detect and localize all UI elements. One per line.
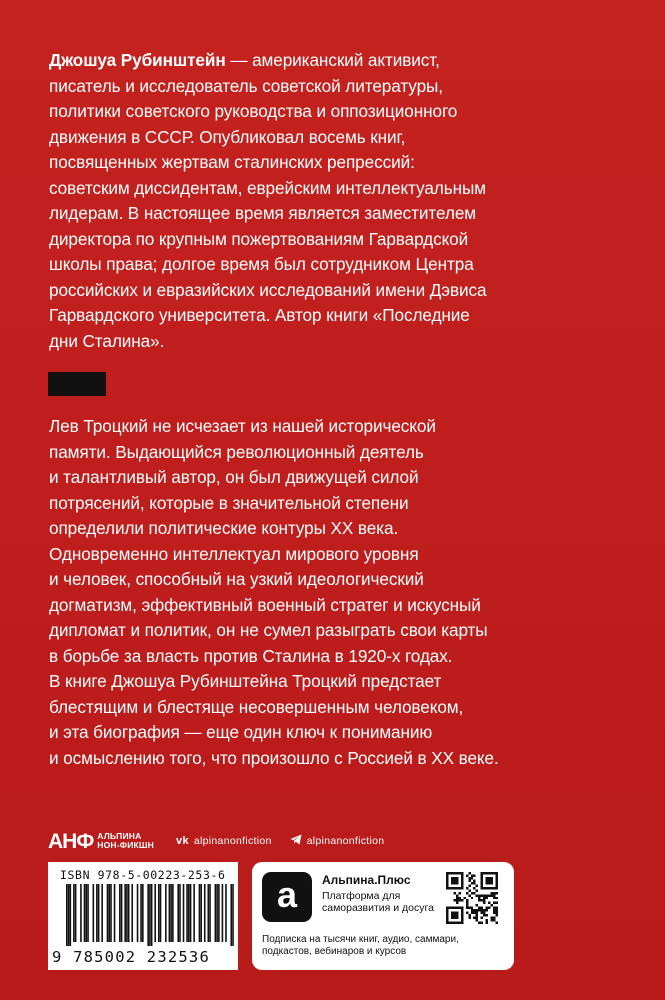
publisher-logo [48,831,93,852]
blurb-line: в борьбе за власть против Сталина в 1920-х годах. [49,645,453,666]
blurb-line: догматизм, эффективный военный стратег и искусный [49,594,481,615]
bio-line: лидерам. В настоящее время является заместителем [49,203,476,223]
author-bio [49,48,529,354]
blurb-line: дипломат и политик, он не сумел разыграть свои карты [49,620,488,640]
publisher-logo-mark: АНФ [48,829,94,853]
publisher-name [97,832,154,851]
blurb-line: потрясений, которые в значительной степени [49,492,409,513]
publisher-name-line2: НОН-ФИКШН [97,840,155,850]
vk-label: alpinanonfiction [193,835,272,847]
alpina-plus-logo-letter: a [276,874,298,915]
telegram-icon [290,834,302,848]
bio-line: писатель и исследователь советской литературы, [49,75,443,96]
blurb-line: и человек, способный на узкий идеологический [49,569,424,589]
alpina-plus-title: Альпина.Плюс [322,873,411,887]
blurb-line: и эта биография — еще один ключ к пониманию [49,722,433,742]
bio-line: дни Сталина». [49,330,165,351]
vk-icon: vk [176,835,189,847]
isbn-label: ISBN 978-5-00223-253-6 [60,868,226,882]
alpina-plus-card [252,862,514,970]
isbn-barcode [48,862,238,970]
bio-line: посвященных жертвам сталинских репрессий: [49,152,415,172]
qr-code-icon[interactable] [446,872,498,924]
bio-line: школы права; долгое время был сотрудником Центра [49,254,474,274]
bio-first-line [49,48,529,74]
blurb-line: и талантливый автор, он был движущей силой [49,467,419,487]
barcode-bars [66,884,234,946]
telegram-link[interactable] [290,834,385,848]
black-divider-bar [48,372,106,396]
bio-line: Гарвардского университета. Автор книги «Последние [49,305,470,325]
bio-first-line-rest: — американский активист, [225,50,440,70]
author-name: Джошуа Рубинштейн [49,50,226,70]
bio-line: директора по крупным пожертвованиям Гарвардской [49,228,469,249]
blurb-line: Лев Троцкий не исчезает из нашей исторической [49,416,436,436]
book-blurb [49,414,529,771]
telegram-label: alpinanonfiction [306,835,385,847]
alpina-plus-logo-icon [262,872,312,922]
publisher-row [48,830,468,852]
publisher-name-line1: АЛЬПИНА [97,830,142,841]
vk-link[interactable] [176,835,272,847]
blurb-line: памяти. Выдающийся революционный деятель [49,441,424,462]
bio-line: советским диссидентам, еврейским интеллектуальным [49,177,486,198]
alpina-plus-description: Платформа для саморазвития и досуга [322,890,434,914]
blurb-line: Одновременно интеллектуал мирового уровня [49,543,419,564]
blurb-line: блестящим и блестяще несовершенным человеком, [49,696,464,717]
barcode-digits: 9 785002 232536 [52,948,210,966]
alpina-plus-subscription: Подписка на тысячи книг, аудио, саммари, подкастов, вебинаров и курсов [262,934,459,957]
blurb-line: определили политические контуры XX века. [49,518,399,538]
blurb-line: В книге Джошуа Рубинштейна Троцкий предстает [49,671,442,691]
bio-line: российских и евразийских исследований имени Дэвиса [49,279,487,300]
bio-line: движения в СССР. Опубликовал восемь книг, [49,126,406,147]
blurb-line: и осмыслению того, что произошло с Россией в XX веке. [49,747,499,768]
bio-line: политики советского руководства и оппозиционного [49,101,458,121]
